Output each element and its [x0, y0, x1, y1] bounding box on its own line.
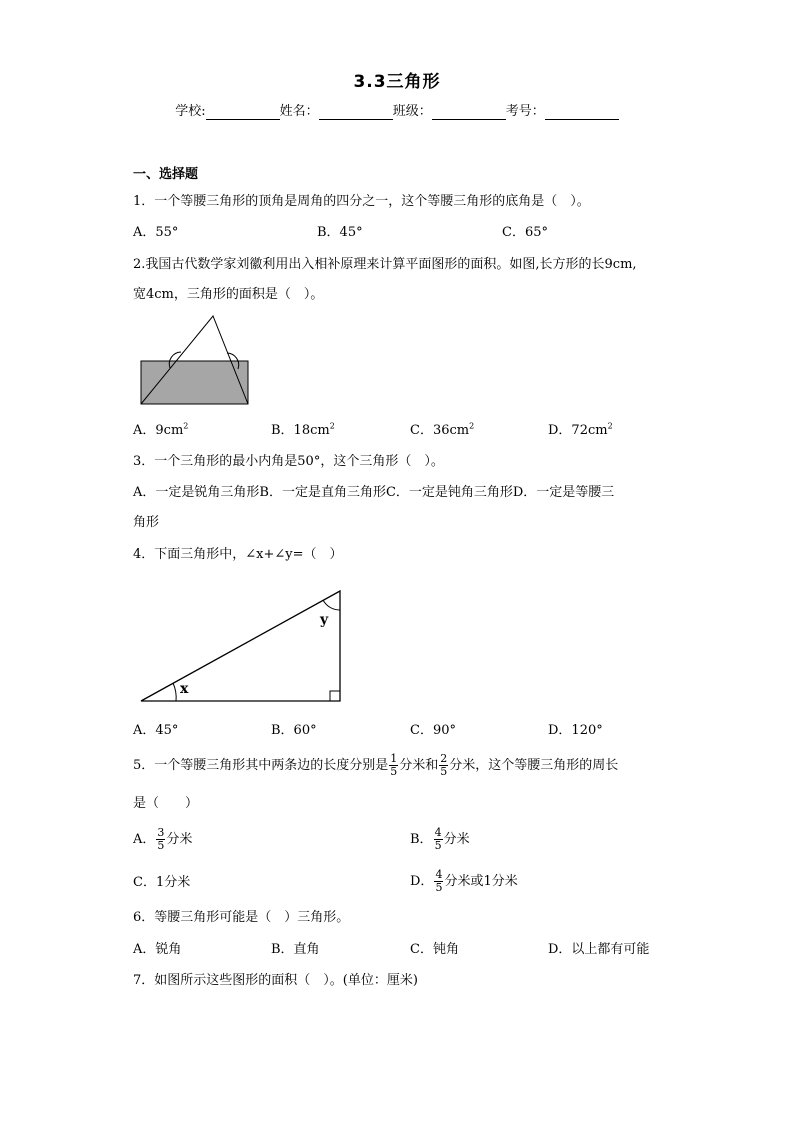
question-5-option-b: B． $\frac{4}{5}$ 分米	[410, 826, 470, 852]
q4-label-x: x	[180, 681, 189, 697]
question-6-option-c: C．钝角	[410, 942, 459, 957]
question-6-stem: 6．等腰三角形可能是（ ）三角形。	[133, 910, 350, 925]
school-label: 学校:	[175, 104, 206, 119]
question-1-option-c: C．65°	[502, 225, 548, 240]
number-label: 考号：	[505, 104, 545, 119]
question-5-stem-cont: 是（ ）	[133, 796, 199, 811]
question-2-option-d: D．$72cm^2$	[548, 421, 613, 438]
question-5-option-c: C．1分米	[133, 875, 191, 890]
question-3-options: A．一定是锐角三角形B．一定是直角三角形C．一定是钝角三角形D．一定是等腰三	[133, 485, 615, 500]
question-4-option-a: A．45°	[133, 723, 179, 738]
question-3-stem: 3．一个三角形的最小内角是50°，这个三角形（ ）。	[133, 454, 444, 469]
q4-label-y: y	[320, 612, 329, 628]
question-3-options-cont: 角形	[133, 515, 160, 530]
question-1-option-a: A．55°	[133, 225, 179, 240]
question-5-stem: 5．一个等腰三角形其中两条边的长度分别是 $\frac{1}{5}$ 分米和 $\frac{2}{5}$ 分米，这个等腰三角形的周长	[133, 752, 619, 778]
question-1-stem: 1．一个等腰三角形的顶角是周角的四分之一，这个等腰三角形的底角是（ ）。	[133, 194, 590, 209]
fraction-two-fifths: $\frac{2}{5}$	[440, 752, 448, 778]
question-5-option-d: D． $\frac{4}{5}$ 分米或1分米	[410, 868, 518, 894]
q4-right-triangle	[141, 591, 340, 701]
question-4-option-d: D．120°	[548, 723, 603, 738]
q4-angle-x-arc	[173, 683, 176, 701]
fraction-one-fifth: $\frac{1}{5}$	[390, 752, 398, 778]
name-label: 姓名：	[279, 104, 319, 119]
question-1-option-b: B．45°	[317, 225, 363, 240]
question-4-stem: 4．下面三角形中，∠x+∠y=（ ）	[133, 547, 343, 562]
question-4-option-b: B．60°	[271, 723, 317, 738]
question-4-option-c: C．90°	[410, 723, 456, 738]
question-2-option-c: C．$36cm^2$	[410, 421, 475, 438]
q4-angle-y-arc	[323, 600, 340, 610]
question-2-stem-line2: 宽4cm，三角形的面积是（ ）。	[133, 287, 324, 302]
question-6-option-d: D．以上都有可能	[548, 942, 650, 957]
question-5-option-a: A． $\frac{3}{5}$ 分米	[133, 826, 193, 852]
question-2-option-b: B．$18cm^2$	[271, 421, 335, 438]
q4-right-angle-mark	[330, 691, 340, 701]
section-heading-choice: 一、选择题	[133, 167, 199, 182]
question-2-stem-line1: 2.我国古代数学家刘徽利用出入相补原理来计算平面图形的面积。如图,长方形的长9cm,	[133, 257, 637, 272]
question-2-option-a: A．$9cm^2$	[133, 421, 189, 438]
class-label: 班级：	[392, 104, 432, 119]
question-6-option-a: A．锐角	[133, 942, 182, 957]
question-7-stem: 7．如图所示这些图形的面积（ ）。(单位：厘米)	[133, 973, 418, 988]
question-6-option-b: B．直角	[271, 942, 320, 957]
page-title: 3.3三角形	[353, 72, 441, 92]
